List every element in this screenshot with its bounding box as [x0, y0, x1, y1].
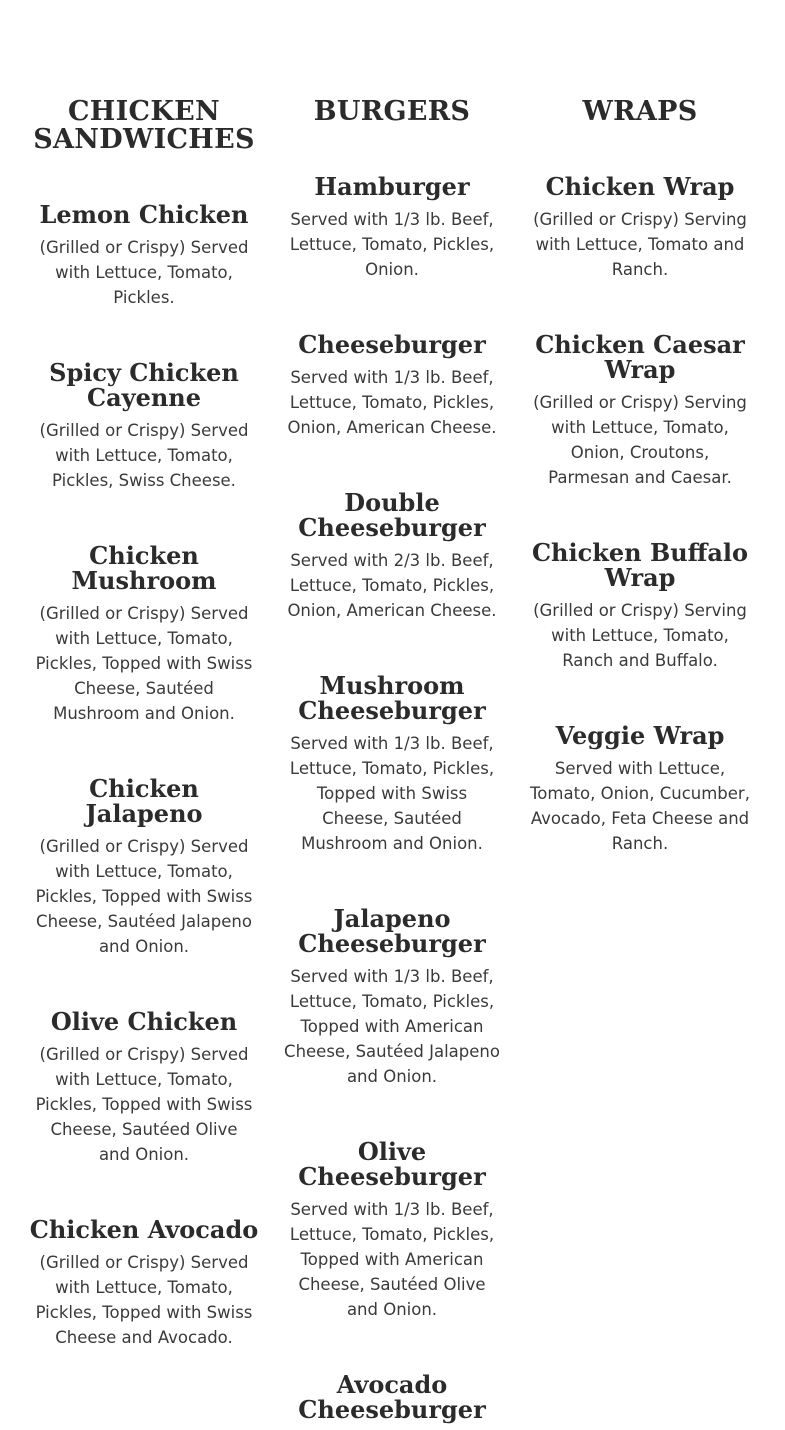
menu-item: [20, 1009, 268, 1167]
menu-item: [516, 332, 764, 490]
item-name: Chicken Jalapeno: [85, 774, 203, 828]
menu-item: [268, 1372, 516, 1422]
menu-item: [268, 673, 516, 856]
category-title: BURGERS: [313, 96, 471, 127]
column-chicken-sandwiches: [20, 98, 268, 1350]
item-description: (Grilled or Crispy) Serving with Lettuce, Tomato, Onion, Croutons, Parmesan and Caesar.: [533, 393, 747, 487]
item-description: (Grilled or Crispy) Serving with Lettuce, Tomato and Ranch.: [533, 210, 747, 279]
item-description: (Grilled or Crispy) Served with Lettuce, Tomato, Pickles, Topped with Swiss Cheese, Sautéed Mushroom and Onion.: [35, 604, 253, 723]
item-name: Chicken Avocado: [29, 1215, 259, 1244]
item-description: Served with 1/3 lb. Beef, Lettuce, Tomato, Pickles, Onion, American Cheese.: [287, 368, 497, 437]
item-name: Double Cheeseburger: [298, 488, 486, 542]
menu-item: [268, 490, 516, 623]
menu-item: [20, 1217, 268, 1350]
menu-item: [268, 174, 516, 282]
column-burgers: [268, 98, 516, 1430]
menu-item: [516, 540, 764, 673]
item-name: Chicken Wrap: [545, 172, 735, 201]
item-description: Served with 1/3 lb. Beef, Lettuce, Tomato, Pickles, Onion.: [289, 210, 495, 279]
item-description: Served with 1/3 lb. Beef, Lettuce, Tomato, Pickles, Topped with American Cheese, Sautéed Jalapeno and Onion.: [284, 967, 500, 1086]
item-description: (Grilled or Crispy) Serving with Lettuce, Tomato, Ranch and Buffalo.: [533, 601, 747, 670]
item-name: Chicken Mushroom: [71, 541, 217, 595]
item-description: (Grilled or Crispy) Served with Lettuce, Tomato, Pickles, Swiss Cheese.: [39, 421, 249, 490]
item-name: Jalapeno Cheeseburger: [298, 904, 486, 958]
item-name: Chicken Caesar Wrap: [535, 330, 745, 384]
menu-item: [20, 202, 268, 310]
item-description: (Grilled or Crispy) Served with Lettuce, Tomato, Pickles, Topped with Swiss Cheese and Avocado.: [35, 1253, 253, 1347]
item-name: Olive Cheeseburger: [298, 1137, 486, 1191]
column-wraps: [516, 98, 764, 856]
item-description: Served with 2/3 lb. Beef, Lettuce, Tomato, Pickles, Onion, American Cheese.: [287, 551, 497, 620]
item-name: Mushroom Cheeseburger: [298, 671, 486, 725]
item-description: (Grilled or Crispy) Served with Lettuce, Tomato, Pickles, Topped with Swiss Cheese, Sautéed Jalapeno and Onion.: [35, 837, 253, 956]
item-description: (Grilled or Crispy) Served with Lettuce, Tomato, Pickles, Topped with Swiss Cheese, Sautéed Olive and Onion.: [35, 1045, 253, 1164]
item-description: (Grilled or Crispy) Served with Lettuce, Tomato, Pickles.: [39, 238, 249, 307]
item-description: Served with 1/3 lb. Beef, Lettuce, Tomato, Pickles, Topped with American Cheese, Sautéed Olive and Onion.: [289, 1200, 495, 1319]
category-title: CHICKEN SANDWICHES: [33, 96, 255, 155]
menu-item: [268, 332, 516, 440]
category-title: WRAPS: [582, 96, 698, 127]
item-name: Hamburger: [314, 172, 470, 201]
menu-item: [516, 723, 764, 856]
item-name: Veggie Wrap: [555, 721, 725, 750]
item-name: Avocado Cheeseburger: [298, 1370, 486, 1424]
item-name: Olive Chicken: [50, 1007, 238, 1036]
item-description: Served with 1/3 lb. Beef, Lettuce, Tomato, Pickles, Topped with Swiss Cheese, Sautéed Mushroom and Onion.: [289, 734, 495, 853]
item-description: Served with Lettuce, Tomato, Onion, Cucumber, Avocado, Feta Cheese and Ranch.: [530, 759, 750, 853]
menu-item: [20, 360, 268, 493]
menu-item: [20, 543, 268, 726]
menu-item: [268, 1139, 516, 1322]
menu-item: [20, 776, 268, 959]
menu-item: [516, 174, 764, 282]
menu-item: [268, 906, 516, 1089]
item-name: Lemon Chicken: [39, 200, 249, 229]
item-name: Chicken Buffalo Wrap: [531, 538, 749, 592]
item-name: Cheeseburger: [298, 330, 486, 359]
item-name: Spicy Chicken Cayenne: [49, 358, 239, 412]
